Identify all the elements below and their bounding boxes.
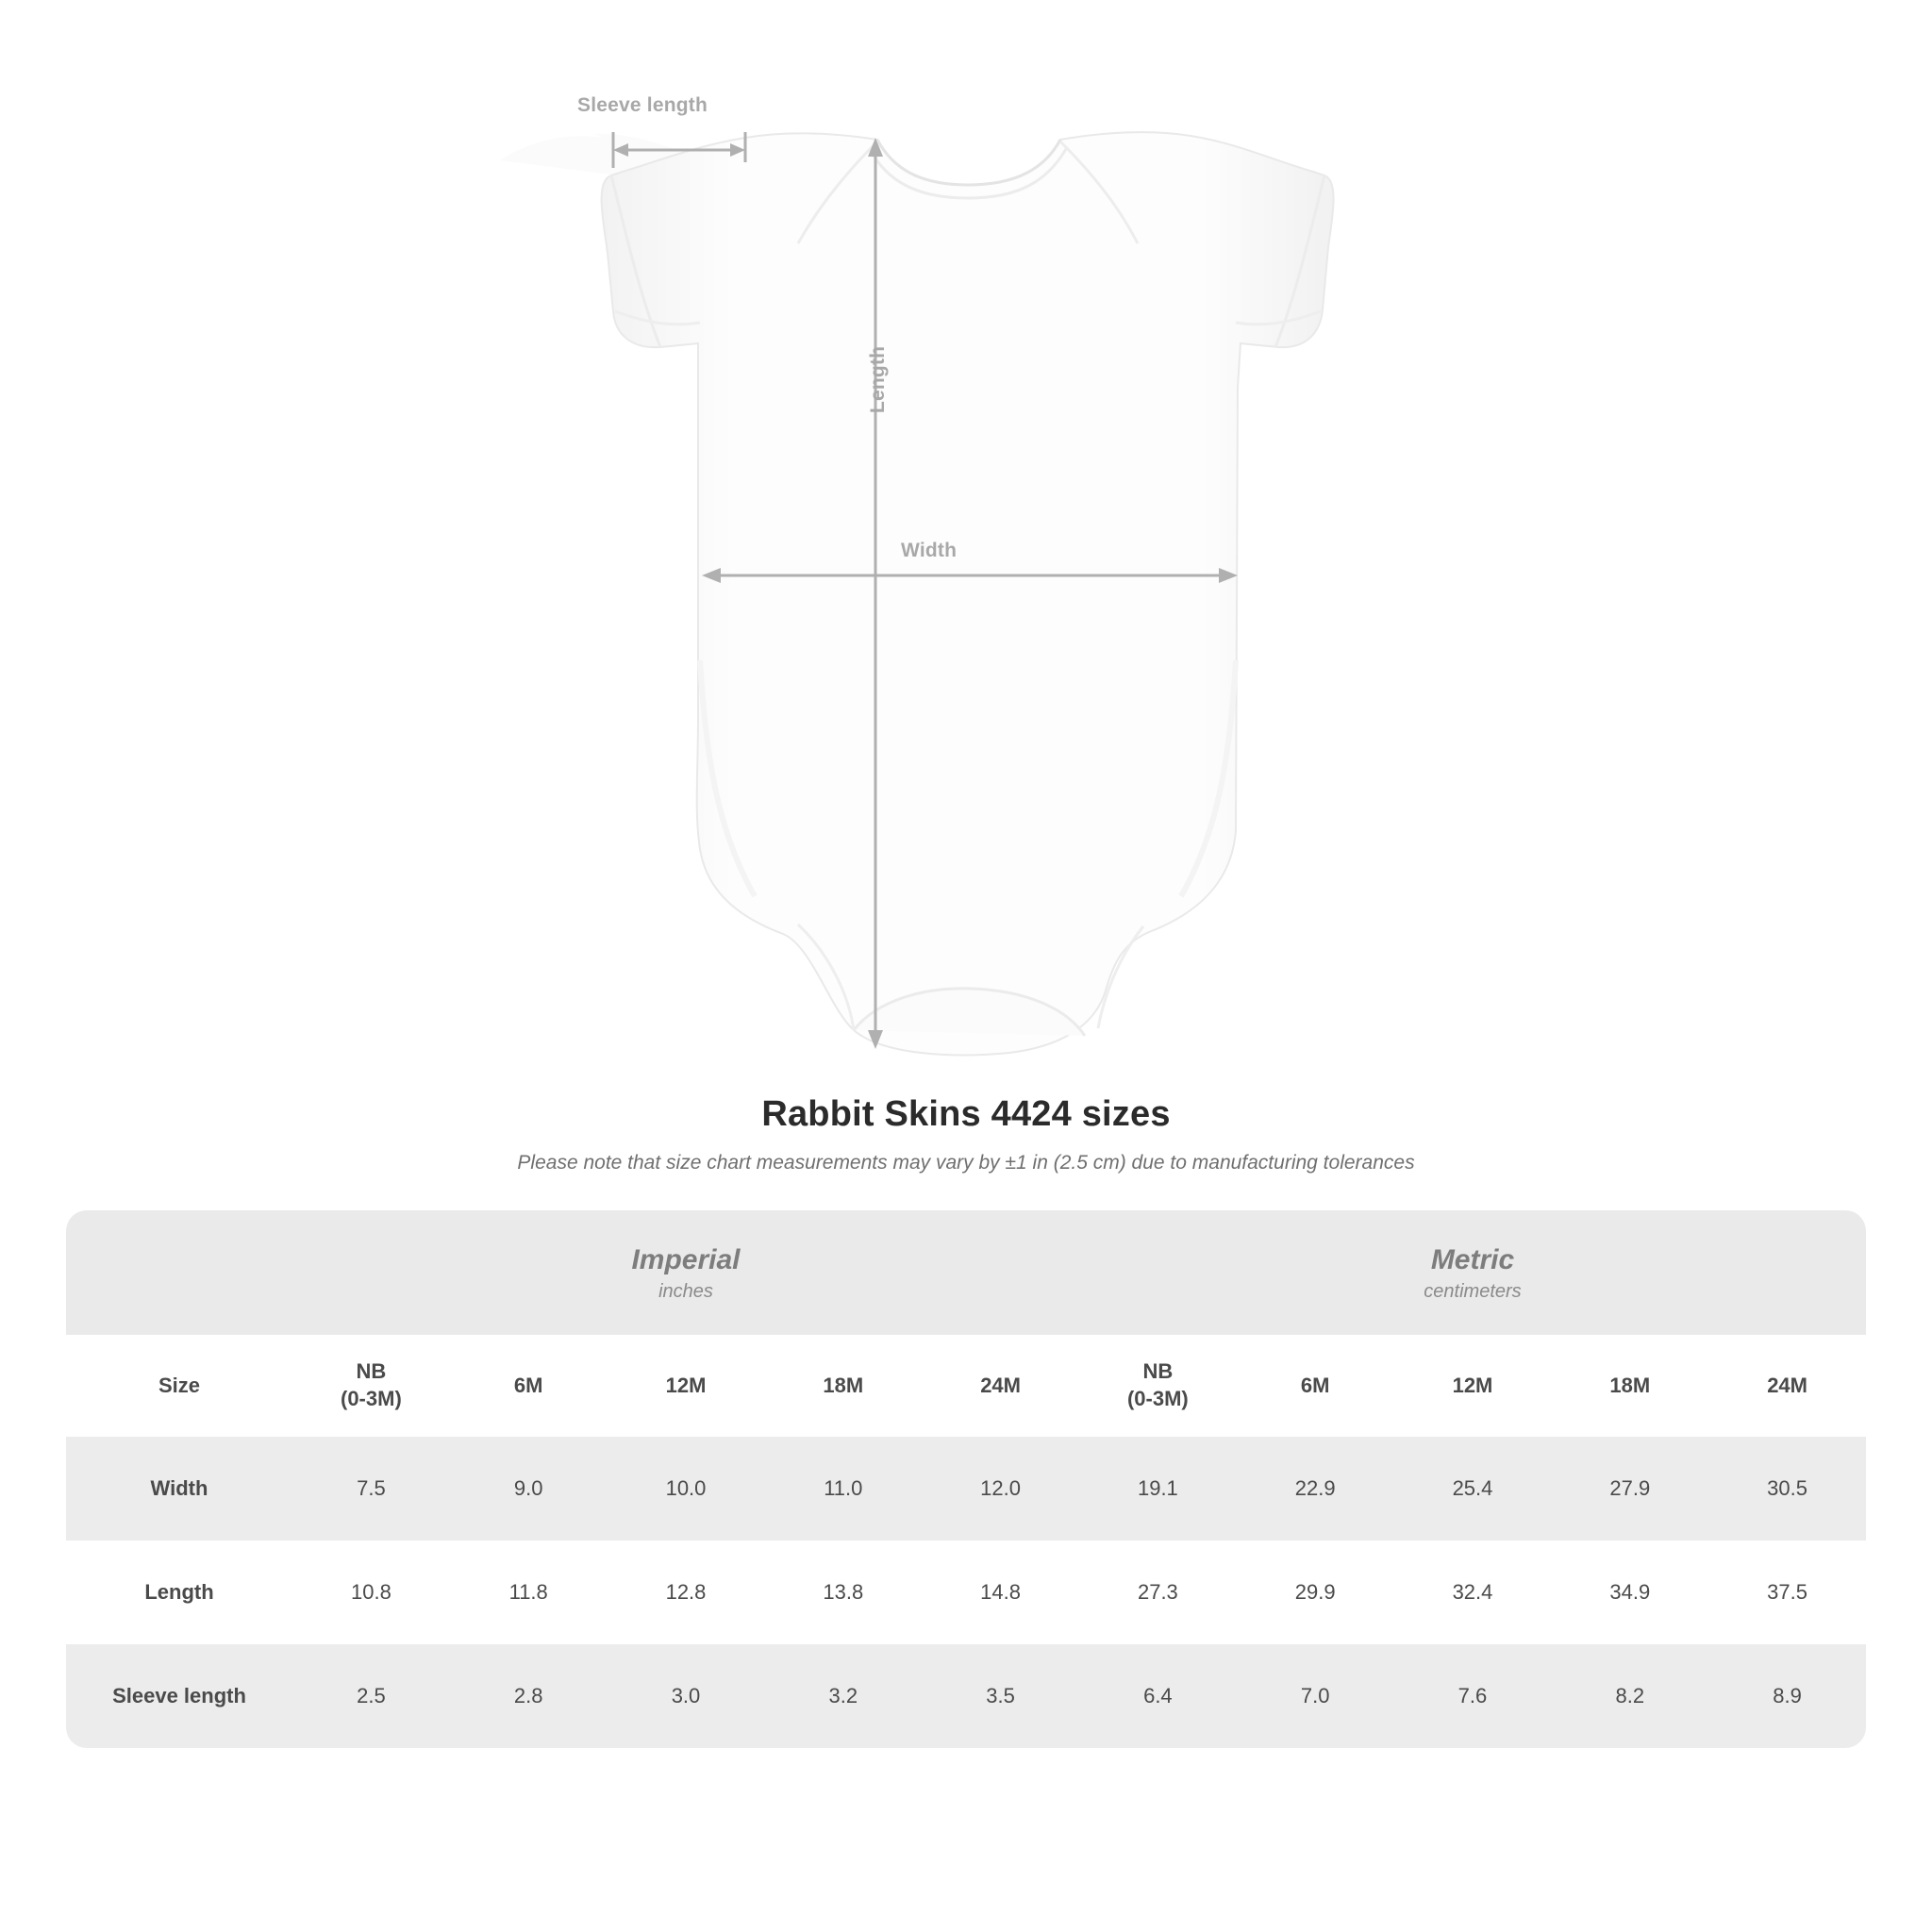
cell-width-nb-imperial: 7.5 bbox=[292, 1437, 450, 1541]
cell-length-6m-metric: 29.9 bbox=[1237, 1541, 1394, 1644]
cell-sleeve-nb-imperial: 2.5 bbox=[292, 1644, 450, 1748]
unit-group-metric-sub: centimeters bbox=[1424, 1281, 1522, 1303]
cell-length-nb-metric: 27.3 bbox=[1079, 1541, 1237, 1644]
cell-width-nb-metric: 19.1 bbox=[1079, 1437, 1237, 1541]
cell-sleeve-nb-metric: 6.4 bbox=[1079, 1644, 1237, 1748]
title-block bbox=[0, 1094, 1932, 1174]
row-label-length: Length bbox=[66, 1541, 292, 1644]
column-header-12m-imperial: 12M bbox=[608, 1335, 765, 1437]
cell-length-18m-metric: 34.9 bbox=[1551, 1541, 1708, 1644]
unit-group-imperial bbox=[292, 1210, 1079, 1335]
size-table-wrapper bbox=[66, 1210, 1866, 1748]
cell-sleeve-12m-metric: 7.6 bbox=[1394, 1644, 1552, 1748]
cell-sleeve-12m-imperial: 3.0 bbox=[608, 1644, 765, 1748]
cell-width-12m-imperial: 10.0 bbox=[608, 1437, 765, 1541]
column-header-18m-metric: 18M bbox=[1551, 1335, 1708, 1437]
row-label-width: Width bbox=[66, 1437, 292, 1541]
cell-width-18m-metric: 27.9 bbox=[1551, 1437, 1708, 1541]
cell-sleeve-18m-metric: 8.2 bbox=[1551, 1644, 1708, 1748]
unit-group-imperial-sub: inches bbox=[658, 1281, 713, 1303]
column-header-nb-metric bbox=[1079, 1335, 1237, 1437]
table-row bbox=[66, 1644, 1866, 1748]
cell-sleeve-6m-imperial: 2.8 bbox=[450, 1644, 608, 1748]
table-row bbox=[66, 1437, 1866, 1541]
column-header-nb-imperial bbox=[292, 1335, 450, 1437]
cell-sleeve-24m-metric: 8.9 bbox=[1708, 1644, 1866, 1748]
column-header-6m-imperial: 6M bbox=[450, 1335, 608, 1437]
cell-length-12m-metric: 32.4 bbox=[1394, 1541, 1552, 1644]
cell-length-12m-imperial: 12.8 bbox=[608, 1541, 765, 1644]
column-header-6m-metric: 6M bbox=[1237, 1335, 1394, 1437]
column-header-line1: NB bbox=[356, 1359, 387, 1384]
unit-group-metric-name: Metric bbox=[1430, 1243, 1515, 1275]
unit-blank-cell bbox=[66, 1210, 292, 1335]
unit-group-imperial-name: Imperial bbox=[631, 1243, 741, 1275]
tolerance-note: Please note that size chart measurements may vary by ±1 in (2.5 cm) due to manufacturing tolerances bbox=[517, 1152, 1415, 1174]
row-label-sleeve-length: Sleeve length bbox=[66, 1644, 292, 1748]
column-header-24m-imperial: 24M bbox=[922, 1335, 1079, 1437]
size-header-cell: Size bbox=[66, 1335, 292, 1437]
cell-width-12m-metric: 25.4 bbox=[1394, 1437, 1552, 1541]
cell-sleeve-18m-imperial: 3.2 bbox=[764, 1644, 922, 1748]
cell-length-18m-imperial: 13.8 bbox=[764, 1541, 922, 1644]
column-header-line1: NB bbox=[1142, 1359, 1174, 1384]
column-header-18m-imperial: 18M bbox=[764, 1335, 922, 1437]
length-label: Length bbox=[867, 345, 889, 413]
cell-width-6m-imperial: 9.0 bbox=[450, 1437, 608, 1541]
size-table bbox=[66, 1210, 1866, 1748]
cell-width-24m-imperial: 12.0 bbox=[922, 1437, 1079, 1541]
cell-width-18m-imperial: 11.0 bbox=[764, 1437, 922, 1541]
cell-length-nb-imperial: 10.8 bbox=[292, 1541, 450, 1644]
cell-width-6m-metric: 22.9 bbox=[1237, 1437, 1394, 1541]
sleeve-length-label: Sleeve length bbox=[577, 94, 708, 116]
cell-length-24m-imperial: 14.8 bbox=[922, 1541, 1079, 1644]
column-header-12m-metric: 12M bbox=[1394, 1335, 1552, 1437]
cell-length-24m-metric: 37.5 bbox=[1708, 1541, 1866, 1644]
table-row bbox=[66, 1541, 1866, 1644]
cell-sleeve-6m-metric: 7.0 bbox=[1237, 1644, 1394, 1748]
unit-group-metric bbox=[1079, 1210, 1866, 1335]
column-header-24m-metric: 24M bbox=[1708, 1335, 1866, 1437]
page-title: Rabbit Skins 4424 sizes bbox=[761, 1094, 1171, 1134]
column-header-row bbox=[66, 1335, 1866, 1437]
cell-width-24m-metric: 30.5 bbox=[1708, 1437, 1866, 1541]
width-label: Width bbox=[901, 540, 958, 561]
unit-header-row bbox=[66, 1210, 1866, 1335]
cell-sleeve-24m-imperial: 3.5 bbox=[922, 1644, 1079, 1748]
column-header-line2: (0-3M) bbox=[341, 1387, 402, 1410]
column-header-line2: (0-3M) bbox=[1126, 1387, 1189, 1410]
cell-length-6m-imperial: 11.8 bbox=[450, 1541, 608, 1644]
